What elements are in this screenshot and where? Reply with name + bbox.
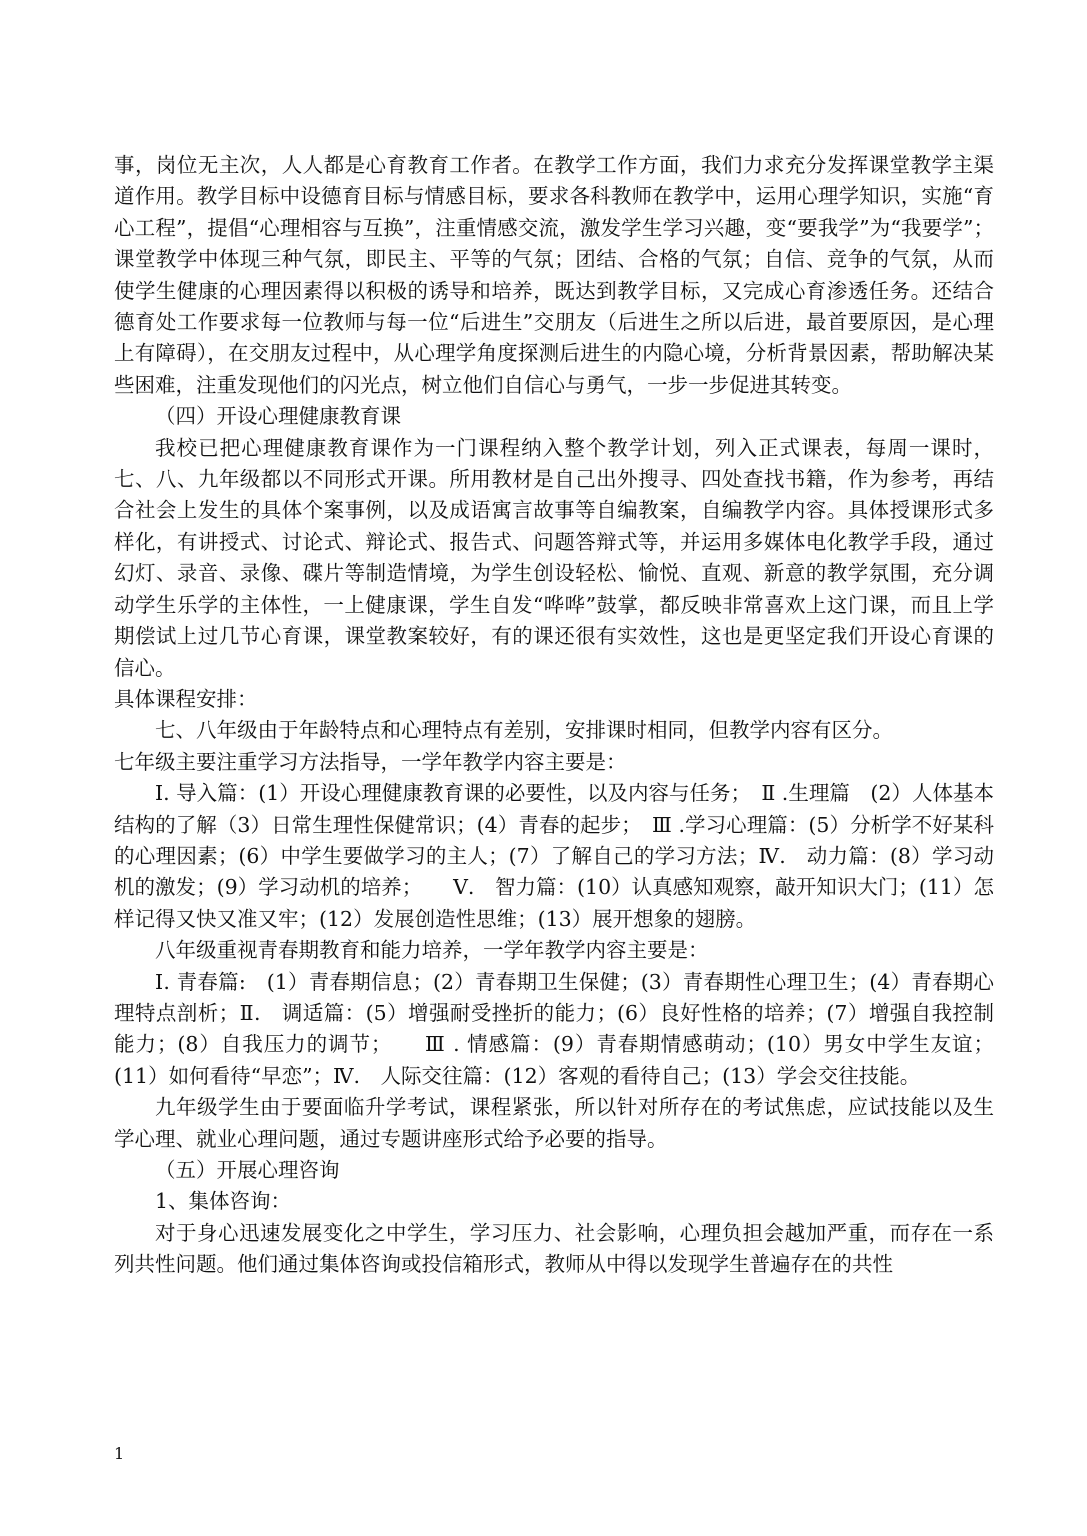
section-heading-5: （五）开展心理咨询 — [155, 1158, 340, 1182]
paragraph-4: 具体课程安排： — [114, 686, 258, 711]
body-text — [114, 150, 994, 1281]
paragraph-8: 八年级重视青春期教育和能力培养，一学年教学内容主要是： — [155, 938, 709, 963]
paragraph-6: 七年级主要注重学习方法指导，一学年教学内容主要是： — [114, 749, 627, 774]
subsection-heading-1: 1、集体咨询： — [155, 1189, 292, 1214]
paragraph-7: Ⅰ. 导入篇：(1）开设心理健康教育课的必要性，以及内容与任务； Ⅱ .生理篇 (2）人体基本结构的了解（3）日常生理性保健常识；(4）青春的起步； Ⅲ .学习心理篇：(5）分析学不好某科的心理因素；(6）中学生要做学习的主人；(7）了解自己的学习方法；Ⅳ. 动力篇：(8）学习动机的激发；(9）学习动机的培养； Ⅴ. 智力篇：(10）认真感知观察，敲开知识大门；(11）怎样记得又快又准又牢；(12）发展创造性思维；(13）展开想象的翅膀。 — [114, 781, 994, 931]
paragraph-13: 对于身心迅速发展变化之中学生，学习压力、社会影响，心理负担会越加严重，而存在一系列共性问题。他们通过集体咨询或投信箱形式，教师从中得以发现学生普遍存在的共性 — [114, 1220, 994, 1277]
paragraph-3: 我校已把心理健康教育课作为一门课程纳入整个教学计划，列入正式课表，每周一课时，七、八、九年级都以不同形式开课。所用教材是自己出外搜寻、四处查找书籍，作为参考，再结合社会上发生的具体个案事例，以及成语寓言故事等自编教案，自编教学内容。具体授课形式多样化，有讲授式、讨论式、辩论式、报告式、问题答辩式等，并运用多媒体电化教学手段，通过幻灯、录音、录像、碟片等制造情境，为学生创设轻松、愉悦、直观、新意的教学氛围，充分调动学生乐学的主体性，一上健康课，学生自发“哗哗”鼓掌，都反映非常喜欢上这门课，而且上学期偿试上过几节心育课，课堂教案较好，有的课还很有实效性，这也是更坚定我们开设心育课的信心。 — [114, 435, 994, 680]
section-heading-4: （四）开设心理健康教育课 — [155, 404, 401, 429]
page-number: 1 — [114, 1444, 125, 1463]
paragraph-10: 九年级学生由于要面临升学考试，课程紧张，所以针对所存在的考试焦虑，应试技能以及生学心理、就业心理问题，通过专题讲座形式给予必要的指导。 — [114, 1095, 994, 1151]
paragraph-1: 事，岗位无主次，人人都是心育教育工作者。在教学工作方面，我们力求充分发挥课堂教学主渠道作用。教学目标中设德育目标与情感目标，要求各科教师在教学中，运用心理学知识，实施“育心工程”，提倡“心理相容与互换”，注重情感交流，激发学生学习兴趣，变“要我学”为“我要学”；课堂教学中体现三种气氛，即民主、平等的气氛；团结、合格的气氛；自信、竞争的气氛，从而使学生健康的心理因素得以积极的诱导和培养，既达到教学目标，又完成心育渗透任务。还结合德育处工作要求每一位教师与每一位“后进生”交朋友（后进生之所以后进，最首要原因，是心理上有障碍），在交朋友过程中，从心理学角度探测后进生的内隐心境，分析背景因素，帮助解决某些困难，注重发现他们的闪光点，树立他们自信心与勇气，一步一步促进其转变。 — [114, 153, 994, 397]
paragraph-9: Ⅰ. 青春篇: (1）青春期信息；(2）青春期卫生保健；(3）青春期性心理卫生；(4）青春期心理特点剖析；Ⅱ. 调适篇：(5）增强耐受挫折的能力；(6）良好性格的培养；(7）增强自我控制能力；(8）自我压力的调节； Ⅲ . 情感篇：(9）青春期情感萌动；(10）男女中学生友谊；(11）如何看待“早恋”；Ⅳ. 人际交往篇：(12）客观的看待自己；(13）学会交往技能。 — [114, 969, 994, 1088]
paragraph-5: 七、八年级由于年龄特点和心理特点有差别，安排课时相同，但教学内容有区分。 — [155, 718, 893, 743]
